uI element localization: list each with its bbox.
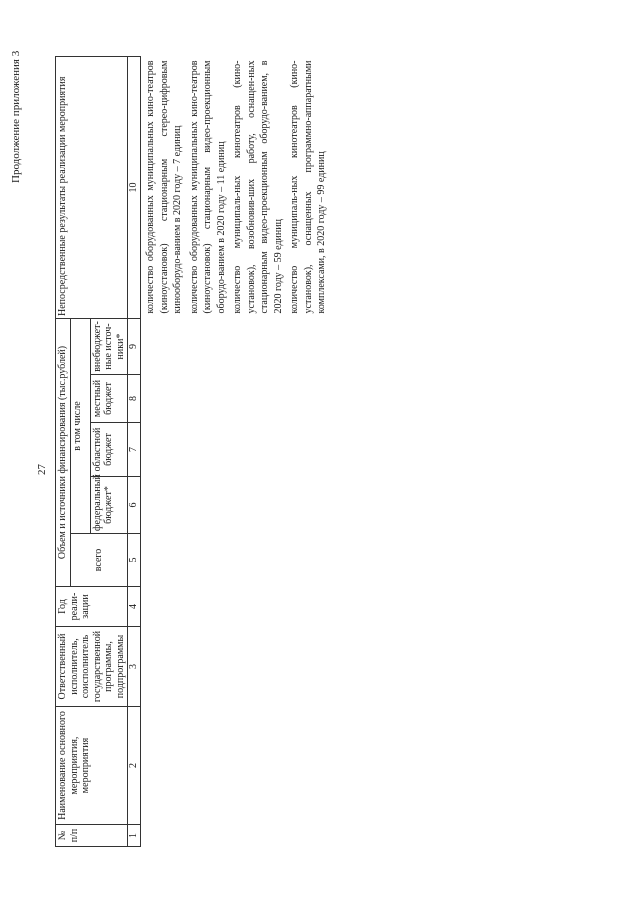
- column-number-row: [128, 57, 141, 847]
- column-number: 9: [128, 319, 141, 375]
- header-name: Наименование основного мероприятия, мероприятия: [56, 707, 128, 825]
- column-number: 3: [128, 627, 141, 707]
- page-number: 27: [36, 464, 48, 475]
- column-number: 5: [128, 534, 141, 587]
- results-row: [141, 57, 185, 847]
- header-year: Год реали-зации: [56, 587, 128, 627]
- header-total: всего: [70, 534, 128, 587]
- result-item: количество муниципаль-ных кинотеатров (кино-установок), возобновив-ших работу, оснащен-ных стационарным видео-проекционным оборудо-ванием, в 2020 году – 59 единиц: [232, 60, 284, 314]
- results-row: [185, 57, 229, 847]
- continuation-label: Продолжение приложения 3: [10, 50, 22, 183]
- column-number: 7: [128, 423, 141, 477]
- column-number: 8: [128, 375, 141, 423]
- header-federal: федеральный бюджет*: [90, 477, 128, 534]
- result-item: количество оборудованных муниципальных кино-театров (киноустановок) стационарным видео-проекционным оборудо-ванием в 2020 году – 11 единиц: [188, 60, 227, 314]
- header-including: в том числе: [70, 319, 90, 534]
- header-local: местный бюджет: [90, 375, 128, 423]
- column-number: 10: [128, 57, 141, 319]
- results-row: [285, 57, 329, 847]
- header-funding: Объем и источники финансирования (тыс.рублей): [56, 319, 71, 587]
- column-number: 1: [128, 825, 141, 847]
- column-number: 6: [128, 477, 141, 534]
- results-row: [228, 57, 285, 847]
- result-item: количество муниципаль-ных кинотеатров (кино-установок), оснащенных программно-аппаратными комплексами, в 2020 году – 99 единиц: [289, 60, 327, 314]
- header-row-1: [56, 57, 71, 847]
- column-number: 2: [128, 707, 141, 825]
- header-no: № п/п: [56, 825, 128, 847]
- column-number: 4: [128, 587, 141, 627]
- funding-table: [55, 56, 329, 847]
- header-responsible: Ответственный исполнитель, соисполнитель государственной программы, подпрограммы: [56, 627, 128, 707]
- header-extra: внебюджет-ные источ-ники*: [90, 319, 128, 375]
- header-results: Непосредственные результаты реализации мероприятия: [56, 57, 128, 319]
- header-regional: областной бюджет: [90, 423, 128, 477]
- result-item: количество оборудованных муниципальных кино-театров (киноустановок) стационарным стерео-цифровым кинооборудо-ванием в 2020 году – 7 единиц: [145, 60, 183, 314]
